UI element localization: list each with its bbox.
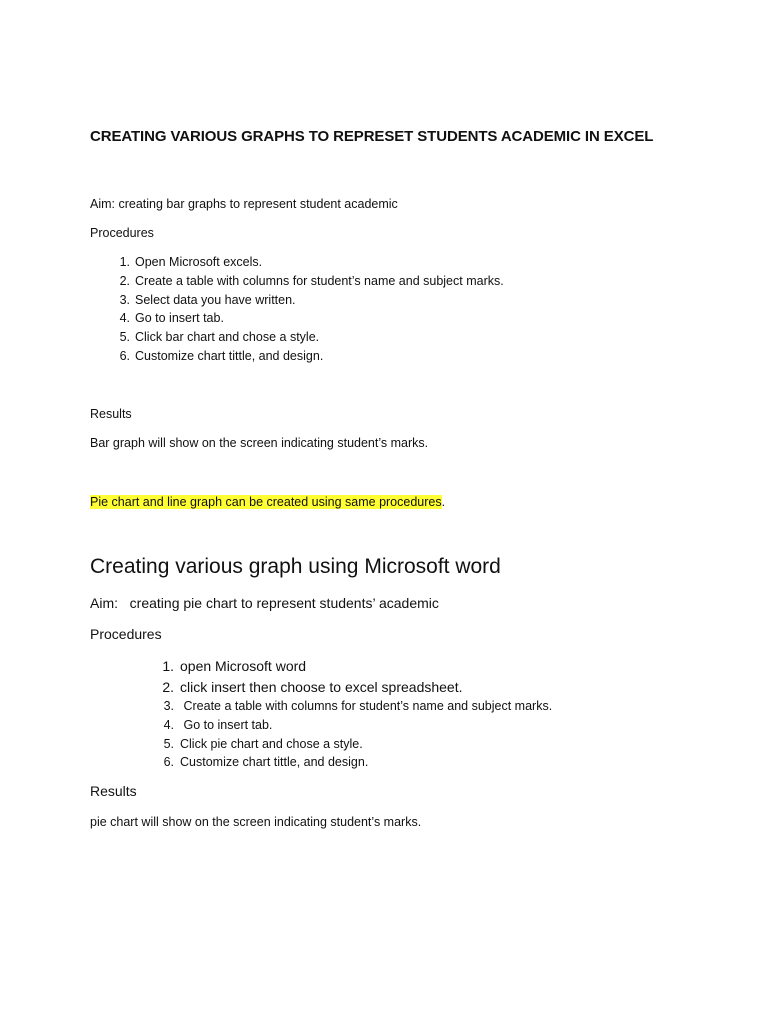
results-label-2: Results — [90, 783, 137, 799]
results-text-2: pie chart will show on the screen indicating student’s marks. — [90, 815, 422, 829]
section-heading: Creating various graph using Microsoft word — [90, 555, 501, 578]
document-page: CREATING VARIOUS GRAPHS TO REPRESET STUDENTS ACADEMIC IN EXCEL Aim: creating bar graphs to represent student academic Procedures 1. Open Microsoft excels. 2. Create a table with columns for student’s name and subject marks. 3. Select data you have written. 4. Go to insert tab. 5. Click bar chart and chose a style. 6. Customize chart tittle, and design. Results Bar graph will show on the screen indicating student’s marks. Pie chart and line graph can be created using same procedures. Creating various graph using Microsoft word Aim: creating pie chart to represent students’ academic Procedures 1. open Microsoft word 2. click insert then choose to excel spreadsheet. 3. Create a table with columns for student’s name and subject marks. 4. Go to insert tab. 5. Click pie chart and chose a style. 6. Customize chart tittle, and design. Results pie chart will show on the screen indicating student’s marks. — [0, 0, 768, 1024]
document-title: CREATING VARIOUS GRAPHS TO REPRESET STUDENTS ACADEMIC IN EXCEL — [90, 128, 654, 145]
highlighted-note — [90, 494, 445, 511]
note-tail: . — [441, 495, 446, 509]
procedures-label-2: Procedures — [90, 626, 162, 642]
highlight-span: Pie chart and line graph can be created using same procedures — [90, 495, 442, 509]
procedures-label: Procedures — [90, 226, 154, 240]
results-label: Results — [90, 407, 132, 421]
aim-bar-graph: Aim: creating bar graphs to represent student academic — [90, 197, 398, 211]
results-text: Bar graph will show on the screen indicating student’s marks. — [90, 436, 429, 450]
aim-pie-chart: Aim: creating pie chart to represent students’ academic — [90, 595, 439, 611]
